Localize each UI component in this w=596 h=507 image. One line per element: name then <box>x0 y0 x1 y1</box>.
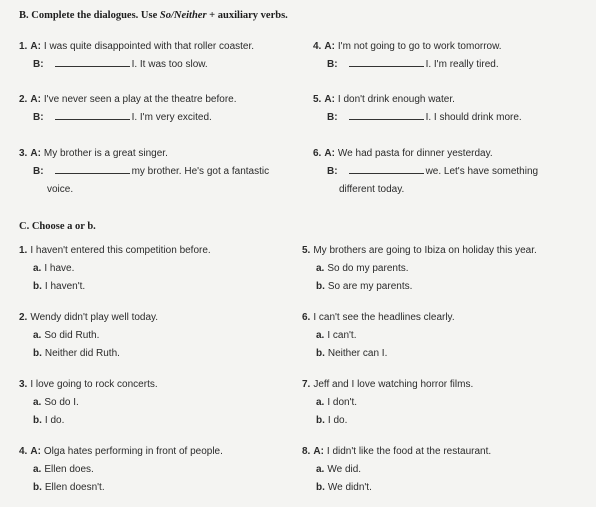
speaker-b-label: B: <box>33 59 44 70</box>
option-a[interactable] <box>19 327 158 345</box>
c-item-7-number: 7. <box>302 379 311 390</box>
c-item-3 <box>19 376 158 430</box>
option-a-text: We did. <box>327 464 362 475</box>
b-item-4-number: 4. <box>313 41 322 52</box>
b-item-3-a-text: My brother is a great singer. <box>43 148 168 159</box>
b-item-4-b-text: I. I'm really tired. <box>425 59 499 70</box>
section-b-title-suffix: + auxiliary verbs. <box>206 10 288 21</box>
c-item-8 <box>302 443 491 497</box>
c-item-1-prompt: I haven't entered this competition before. <box>30 245 211 256</box>
c-item-4-prompt: Olga hates performing in front of people. <box>43 446 223 457</box>
option-b[interactable] <box>19 345 158 363</box>
b-item-3-b-text: my brother. He's got a fantastic <box>131 166 270 177</box>
section-b-heading <box>19 10 288 21</box>
option-a-text: So do my parents. <box>327 263 409 274</box>
c-item-4-number: 4. <box>19 446 28 457</box>
b-item-6-a-text: We had pasta for dinner yesterday. <box>337 148 493 159</box>
option-b-text: So are my parents. <box>327 281 413 292</box>
option-b-letter: b. <box>316 281 325 292</box>
c-item-2 <box>19 309 158 363</box>
b-item-5-b-text: I. I should drink more. <box>425 112 522 123</box>
c-item-6 <box>302 309 455 363</box>
speaker-b-label: B: <box>327 59 338 70</box>
c-item-6-number: 6. <box>302 312 311 323</box>
b-item-5 <box>313 91 522 127</box>
answer-blank[interactable] <box>349 163 424 174</box>
option-b-letter: b. <box>316 348 325 359</box>
b-item-1-number: 1. <box>19 41 28 52</box>
c-item-6-prompt: I can't see the headlines clearly. <box>313 312 455 323</box>
b-item-5-a-text: I don't drink enough water. <box>337 94 455 105</box>
c-item-1 <box>19 242 211 296</box>
speaker-a-label: A: <box>30 94 41 105</box>
option-b[interactable] <box>302 479 491 497</box>
option-b-letter: b. <box>33 415 42 426</box>
b-item-2 <box>19 91 237 127</box>
speaker-a-label: A: <box>30 446 41 457</box>
option-b-text: Neither can I. <box>327 348 388 359</box>
section-b-title-prefix: B. Complete the dialogues. Use <box>19 10 160 21</box>
option-a[interactable] <box>302 327 455 345</box>
b-item-3-number: 3. <box>19 148 28 159</box>
option-a-text: So did Ruth. <box>44 330 100 341</box>
c-item-2-prompt: Wendy didn't play well today. <box>30 312 159 323</box>
speaker-a-label: A: <box>313 446 324 457</box>
option-a-text: Ellen does. <box>44 464 94 475</box>
b-item-1-a-text: I was quite disappointed with that roller coaster. <box>43 41 255 52</box>
option-a-letter: a. <box>33 263 42 274</box>
option-a-text: So do I. <box>44 397 79 408</box>
option-b[interactable] <box>302 278 537 296</box>
option-a[interactable] <box>302 461 491 479</box>
option-a[interactable] <box>19 461 223 479</box>
option-b-letter: b. <box>316 415 325 426</box>
c-item-5-prompt: My brothers are going to Ibiza on holiday this year. <box>313 245 537 256</box>
speaker-b-label: B: <box>327 166 338 177</box>
option-b-text: We didn't. <box>327 482 372 493</box>
b-item-6-b-text: we. Let's have something <box>425 166 539 177</box>
c-item-3-number: 3. <box>19 379 28 390</box>
option-a-letter: a. <box>316 330 325 341</box>
speaker-a-label: A: <box>324 41 335 52</box>
option-b-text: I haven't. <box>44 281 86 292</box>
b-item-1-b-text: I. It was too slow. <box>131 59 208 70</box>
c-item-7 <box>302 376 473 430</box>
option-a-letter: a. <box>33 464 42 475</box>
option-a-letter: a. <box>316 397 325 408</box>
option-a[interactable] <box>19 260 211 278</box>
speaker-a-label: A: <box>324 148 335 159</box>
answer-blank[interactable] <box>55 109 130 120</box>
c-item-5 <box>302 242 537 296</box>
c-item-4 <box>19 443 223 497</box>
speaker-a-label: A: <box>30 148 41 159</box>
option-a-letter: a. <box>33 397 42 408</box>
b-item-4-a-text: I'm not going to go to work tomorrow. <box>337 41 502 52</box>
speaker-a-label: A: <box>324 94 335 105</box>
option-a-letter: a. <box>33 330 42 341</box>
option-b-letter: b. <box>33 482 42 493</box>
b-item-2-b-text: I. I'm very excited. <box>131 112 212 123</box>
option-a-text: I don't. <box>327 397 358 408</box>
section-c-title: C. Choose a or b. <box>19 221 96 232</box>
b-item-6-b-text-continued: different today. <box>339 184 405 195</box>
b-item-6 <box>313 145 538 199</box>
option-b-letter: b. <box>33 348 42 359</box>
c-item-1-number: 1. <box>19 245 28 256</box>
option-b-text: Ellen doesn't. <box>44 482 105 493</box>
option-a[interactable] <box>19 394 158 412</box>
answer-blank[interactable] <box>55 56 130 67</box>
option-b-text: I do. <box>44 415 65 426</box>
c-item-8-prompt: I didn't like the food at the restaurant. <box>326 446 492 457</box>
option-b-letter: b. <box>33 281 42 292</box>
option-a-text: I can't. <box>327 330 357 341</box>
option-a[interactable] <box>302 260 537 278</box>
option-b-text: Neither did Ruth. <box>44 348 120 359</box>
b-item-5-number: 5. <box>313 94 322 105</box>
b-item-2-number: 2. <box>19 94 28 105</box>
option-b[interactable] <box>302 412 473 430</box>
b-item-3 <box>19 145 269 199</box>
c-item-3-prompt: I love going to rock concerts. <box>30 379 158 390</box>
answer-blank[interactable] <box>349 56 424 67</box>
section-b-title-italic: So/Neither <box>159 10 207 21</box>
b-item-4 <box>313 38 502 74</box>
answer-blank[interactable] <box>349 109 424 120</box>
b-item-3-b-text-continued: voice. <box>47 184 74 195</box>
c-item-7-prompt: Jeff and I love watching horror films. <box>313 379 474 390</box>
speaker-b-label: B: <box>33 112 44 123</box>
option-b[interactable] <box>19 412 158 430</box>
c-item-2-number: 2. <box>19 312 28 323</box>
option-b-letter: b. <box>316 482 325 493</box>
speaker-b-label: B: <box>33 166 44 177</box>
option-b-text: I do. <box>327 415 348 426</box>
c-item-8-number: 8. <box>302 446 311 457</box>
option-a-text: I have. <box>44 263 75 274</box>
answer-blank[interactable] <box>55 163 130 174</box>
option-a-letter: a. <box>316 464 325 475</box>
option-a-letter: a. <box>316 263 325 274</box>
b-item-2-a-text: I've never seen a play at the theatre before. <box>43 94 237 105</box>
section-c-heading <box>19 221 96 232</box>
b-item-6-number: 6. <box>313 148 322 159</box>
speaker-a-label: A: <box>30 41 41 52</box>
option-b[interactable] <box>19 479 223 497</box>
b-item-1 <box>19 38 254 74</box>
c-item-5-number: 5. <box>302 245 311 256</box>
option-a[interactable] <box>302 394 473 412</box>
speaker-b-label: B: <box>327 112 338 123</box>
option-b[interactable] <box>19 278 211 296</box>
option-b[interactable] <box>302 345 455 363</box>
